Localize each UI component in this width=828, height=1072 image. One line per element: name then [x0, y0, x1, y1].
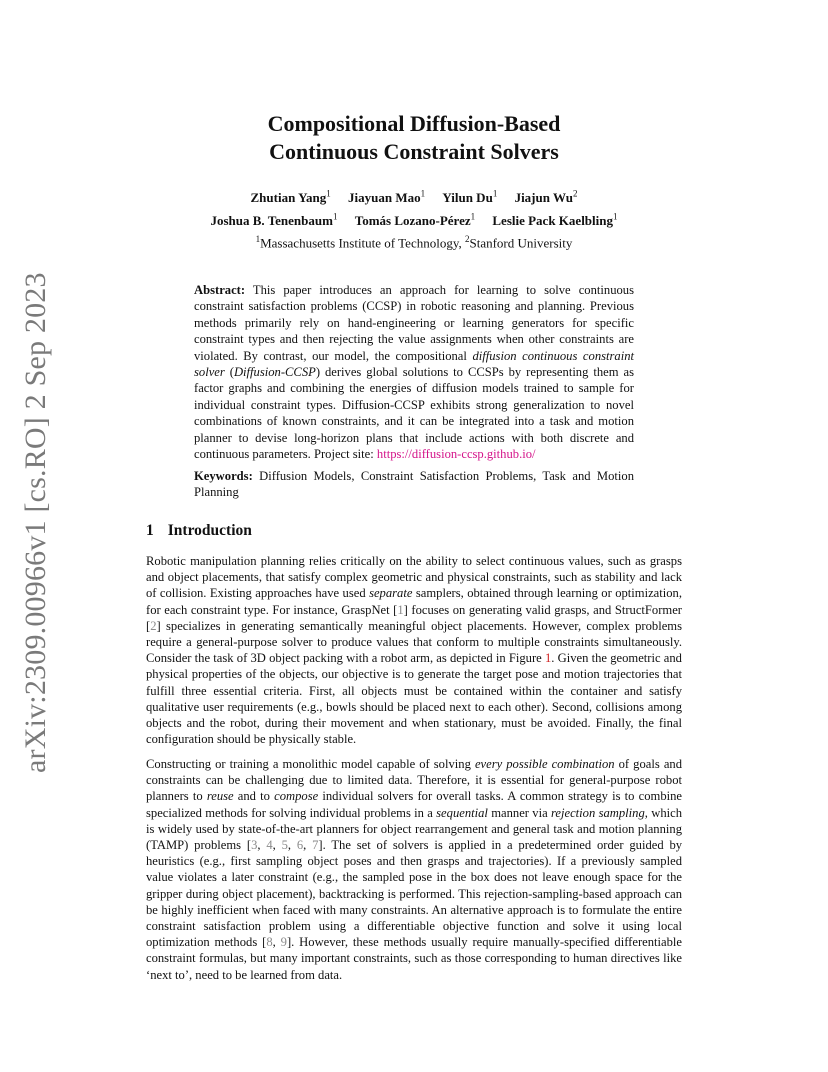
citation-link[interactable]: 1 — [397, 602, 404, 617]
abstract: Abstract: This paper introduces an approach for learning to solve continuous constraint satisfaction problems (CCSP) in robotic reasoning and planning. Previous methods primarily rely on hand-engineering or learning generators for specific constraint types and then rejecting the value assignments when other constraints are violated. By contrast, our model, the compositional diffusion continuous constraint solver (Diffusion-CCSP) derives global solutions to CCSPs by representing them as factor graphs and combining the energies of diffusion models trained to sample for individual constraint types. Diffusion-CCSP exhibits strong generalization to novel combinations of known constraints, and it can be integrated into a task and motion planner to devise long-horizon plans that include actions with both discrete and continuous parameters. Project site: https://diffusion-ccsp.github.io/ — [194, 283, 635, 462]
author-name: Tomás Lozano-Pérez$^1$ — [354, 211, 476, 228]
abstract-label: Abstract: — [194, 283, 246, 297]
citation-link[interactable]: 2 — [150, 618, 157, 633]
author-name: Jiayuan Mao$^1$ — [348, 189, 426, 206]
arxiv-stamp: arXiv:2309.00966v1 [cs.RO] 2 Sep 2023 — [19, 272, 52, 773]
author-name: Leslie Pack Kaelbling$^1$ — [492, 211, 618, 228]
intro-paragraph-1: Robotic manipulation planning relies critically on the ability to select continuous values, such as grasps and object placements, that satisfy complex geometric and physical constraints, such as stability and lack of collision. Existing approaches have used separate samplers, obtained through learning or optimization, for each constraint type. For instance, GraspNet [1] focuses on generating valid grasps, and StructFormer [2] specializes in generating semantically meaningful object placements. However, complex problems require a general-purpose solver to produce values that conform to multiple constraints simultaneously. Consider the task of 3D object packing with a robot arm, as depicted in Figure 1. Given the geometric and physical properties of the objects, our objective is to generate the target pose and motion trajectories that fulfill three essential criteria. First, all objects must be contained within the container and satisfy qualitative user requirements (e.g., bowls should be placed next to each other). Second, collisions among objects and the robot, during their movement and when stationary, must be avoided. Finally, the final configuration should be physically stable. — [146, 554, 683, 747]
citation-link[interactable]: 7 — [312, 838, 319, 853]
paper-title — [0, 110, 828, 166]
figure-link[interactable]: 1 — [544, 651, 552, 666]
author-name: Zhutian Yang$^1$ — [250, 189, 331, 206]
project-site-link[interactable]: https://diffusion-ccsp.github.io/ — [376, 447, 536, 462]
author-block — [0, 185, 828, 252]
citation-link[interactable]: 8 — [266, 935, 273, 950]
citation-link[interactable]: 5 — [281, 838, 288, 853]
section-heading-introduction: 1 Introduction — [146, 522, 252, 539]
citation-link[interactable]: 3 — [251, 838, 258, 853]
author-name: Yilun Du$^1$ — [442, 189, 498, 206]
author-row-2 — [0, 207, 828, 229]
author-row-1 — [0, 185, 828, 207]
keywords: Keywords: Diffusion Models, Constraint Satisfaction Problems, Task and Motion Planning — [194, 469, 634, 500]
author-name: Jiajun Wu$^2$ — [514, 189, 578, 206]
citation-link[interactable]: 9 — [280, 935, 287, 950]
citation-link[interactable]: 4 — [266, 838, 273, 853]
citation-link[interactable]: 6 — [296, 838, 304, 853]
title-line-2: Continuous Constraint Solvers — [269, 139, 559, 164]
keywords-label: Keywords: — [194, 469, 253, 483]
affiliations: $^1$Massachusetts Institute of Technology, $^2$Stanford University — [255, 233, 573, 250]
title-line-1: Compositional Diffusion-Based — [267, 111, 561, 136]
author-name: Joshua B. Tenenbaum$^1$ — [210, 211, 338, 228]
intro-paragraph-2: Constructing or training a monolithic model capable of solving every possible combination of goals and constraints can be challenging due to limited data. Therefore, it is essential for general-purpose robot planners to reuse and to compose individual solvers for overall tasks. A common strategy is to combine specialized methods for solving individual problems in a sequential manner via rejection sampling, which is widely used by state-of-the-art planners for object rearrangement and general task and motion planning (TAMP) problems [3, 4, 5, 6, 7]. The set of solvers is applied in a predetermined order guided by heuristics (e.g., first sampling object poses and then grasps and trajectories). If a previously sampled value violates a later constraint (e.g., the sampled pose in the box does not leave enough space for the gripper during object placement), backtracking is performed. This rejection-sampling-based approach can be highly inefficient when faced with many constraints. An alternative approach is to formulate the entire constraint satisfaction problem using a differentiable objective function and solve it using local optimization methods [8, 9]. However, these methods usually require manually-specified differentiable constraint formulas, but many important constraints, such as those corresponding to human directives like ‘next to’, need to be learned from data. — [146, 757, 683, 982]
